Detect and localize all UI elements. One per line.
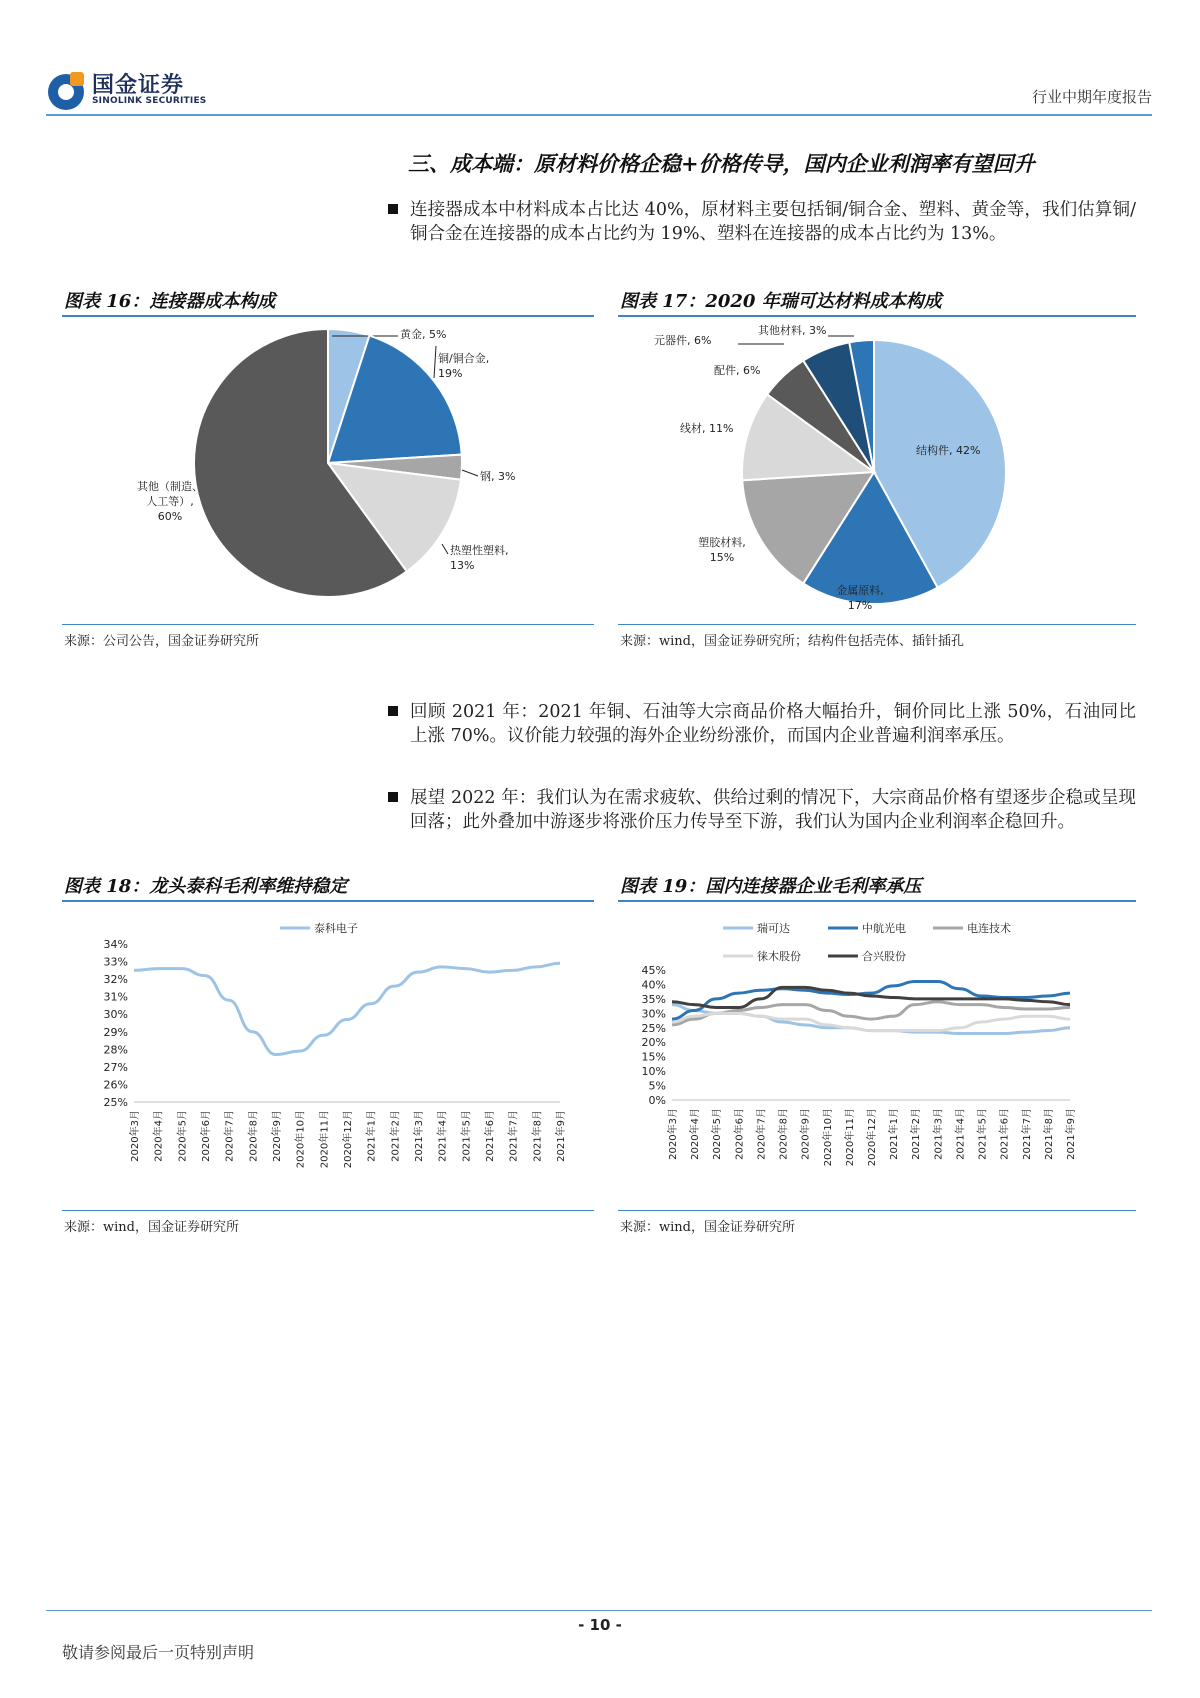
- x-tick-label: 2020年3月: [130, 1110, 141, 1162]
- logo-text-en: SINOLINK SECURITIES: [92, 96, 207, 106]
- x-tick-label: 2021年2月: [911, 1108, 923, 1160]
- y-tick-label: 5%: [648, 1079, 666, 1093]
- x-tick-label: 2021年6月: [485, 1110, 496, 1162]
- x-tick-label: 2020年5月: [712, 1108, 724, 1160]
- y-tick-label: 31%: [103, 990, 128, 1004]
- y-tick-label: 15%: [641, 1050, 666, 1064]
- x-tick-label: 2020年6月: [734, 1108, 746, 1160]
- fig18-source: 来源：wind，国金证券研究所: [64, 1220, 239, 1235]
- slice-label: 15%: [709, 551, 735, 564]
- x-tick-label: 2021年3月: [933, 1108, 945, 1160]
- y-tick-label: 30%: [103, 1008, 128, 1022]
- legend-label: 电连技术: [967, 922, 1011, 935]
- section-title: 三、成本端：原材料价格企稳+价格传导，国内企业利润率有望回升: [408, 151, 1035, 176]
- x-tick-label: 2020年6月: [201, 1110, 212, 1162]
- bullet-marker: [388, 706, 398, 716]
- fig16-pie-chart: [62, 318, 594, 620]
- slice-label: 配件, 6%: [714, 364, 761, 377]
- slice-label: 铜/铜合金,: [438, 352, 490, 365]
- y-tick-label: 25%: [103, 1096, 128, 1109]
- disclaimer-note: 敬请参阅最后一页特别声明: [62, 1643, 255, 1662]
- bullet-text: 连接器成本中材料成本占比达 40%，原材料主要包括铜/铜合金、塑料、黄金等，我们估算铜/铜合金在连接器的成本占比约为 19%、塑料在连接器的成本占比约为 13%。: [410, 200, 1136, 244]
- legend-label: 泰科电子: [314, 922, 358, 935]
- y-tick-label: 32%: [103, 973, 128, 987]
- y-tick-label: 33%: [103, 955, 128, 969]
- x-tick-label: 2021年3月: [414, 1110, 425, 1162]
- footer-divider: [46, 1610, 1152, 1611]
- header-divider: [46, 114, 1152, 116]
- y-tick-label: 45%: [641, 964, 666, 977]
- leader-line: [462, 470, 478, 476]
- bullet-marker: [388, 204, 398, 214]
- fig18-line-chart: [62, 904, 594, 1204]
- x-tick-label: 2020年11月: [844, 1108, 856, 1167]
- slice-label: 人工等）,: [146, 495, 194, 508]
- fig16-title: 图表 16：连接器成本构成: [64, 291, 276, 312]
- fig16-bottom-rule: [62, 624, 594, 625]
- fig19-title: 图表 19：国内连接器企业毛利率承压: [620, 876, 922, 897]
- y-tick-label: 27%: [103, 1060, 128, 1074]
- y-tick-label: 20%: [641, 1036, 666, 1050]
- report-type: 行业中期年度报告: [1031, 88, 1152, 106]
- fig16-source: 来源：公司公告，国金证券研究所: [64, 634, 260, 649]
- logo-text-cn: 国金证券: [92, 73, 185, 98]
- x-tick-label: 2020年8月: [778, 1108, 790, 1160]
- x-tick-label: 2020年7月: [756, 1108, 768, 1160]
- slice-label: 钢, 3%: [480, 470, 516, 483]
- x-tick-label: 2020年5月: [177, 1110, 189, 1162]
- x-tick-label: 2020年11月: [319, 1110, 331, 1169]
- fig17-bottom-rule: [618, 624, 1136, 625]
- slice-label: 其他（制造、: [137, 480, 203, 493]
- legend-label: 瑞可达: [757, 922, 790, 935]
- bullet-paragraph: [410, 198, 1136, 246]
- y-tick-label: 30%: [641, 1007, 666, 1021]
- legend-label: 徕木股份: [757, 950, 801, 963]
- legend-label: 中航光电: [862, 922, 906, 935]
- x-tick-label: 2021年8月: [532, 1110, 544, 1162]
- slice-label: 其他材料, 3%: [758, 324, 827, 337]
- x-tick-label: 2020年3月: [668, 1108, 679, 1160]
- x-tick-label: 2020年7月: [224, 1110, 236, 1162]
- y-tick-label: 28%: [103, 1043, 128, 1057]
- fig18-top-rule: [62, 900, 594, 902]
- slice-label: 线材, 11%: [680, 422, 734, 435]
- slice-label: 黄金, 5%: [400, 328, 447, 341]
- x-tick-label: 2021年7月: [508, 1110, 520, 1162]
- fig18-title: 图表 18：龙头泰科毛利率维持稳定: [64, 876, 348, 897]
- y-tick-label: 35%: [641, 992, 666, 1006]
- y-tick-label: 25%: [641, 1021, 666, 1035]
- fig18-bottom-rule: [62, 1210, 594, 1211]
- x-tick-label: 2020年9月: [800, 1108, 812, 1160]
- x-tick-label: 2020年4月: [153, 1110, 165, 1162]
- series-line: [134, 963, 560, 1054]
- x-tick-label: 2020年10月: [295, 1110, 307, 1169]
- x-tick-label: 2020年8月: [248, 1110, 260, 1162]
- slice-label: 元器件, 6%: [654, 334, 712, 347]
- x-tick-label: 2020年9月: [272, 1110, 283, 1162]
- x-tick-label: 2021年7月: [1021, 1108, 1033, 1160]
- bullet-paragraph: [410, 786, 1136, 834]
- slice-label: 17%: [847, 599, 873, 612]
- y-tick-label: 26%: [103, 1078, 128, 1092]
- x-tick-label: 2020年12月: [343, 1110, 354, 1169]
- slice-label: 热塑性塑料,: [450, 544, 509, 557]
- series-line: [672, 1013, 1070, 1030]
- slice-label: 19%: [438, 367, 463, 380]
- slice-label: 结构件, 42%: [916, 444, 981, 457]
- page-number: - 10 -: [578, 1616, 622, 1634]
- fig19-line-chart: [618, 904, 1136, 1204]
- leader-line: [434, 346, 436, 378]
- fig17-source: 来源：wind，国金证券研究所；结构件包括壳体、插针插孔: [620, 634, 964, 649]
- company-logo: [46, 68, 221, 112]
- logo-icon: [46, 68, 90, 112]
- x-tick-label: 2020年10月: [822, 1108, 834, 1167]
- bullet-marker: [388, 792, 398, 802]
- slice-label: 塑胶材料,: [698, 536, 746, 549]
- x-tick-label: 2021年1月: [366, 1110, 378, 1162]
- slice-label: 金属原料,: [836, 584, 884, 597]
- x-tick-label: 2021年4月: [955, 1108, 967, 1160]
- bullet-text: 展望 2022 年：我们认为在需求疲软、供给过剩的情况下，大宗商品价格有望逐步企稳或呈现回落；此外叠加中游逐步将涨价压力传导至下游，我们认为国内企业利润率企稳回升。: [410, 788, 1136, 832]
- x-tick-label: 2021年6月: [999, 1108, 1011, 1160]
- x-tick-label: 2021年9月: [556, 1110, 567, 1162]
- slice-label: 60%: [157, 510, 183, 523]
- slice-label: 13%: [450, 559, 475, 572]
- fig17-pie-chart: [618, 318, 1136, 620]
- fig19-top-rule: [618, 900, 1136, 902]
- y-tick-label: 0%: [648, 1094, 666, 1107]
- x-tick-label: 2021年9月: [1066, 1108, 1077, 1160]
- x-tick-label: 2021年5月: [461, 1110, 473, 1162]
- y-tick-label: 10%: [641, 1065, 666, 1079]
- x-tick-label: 2021年8月: [1043, 1108, 1055, 1160]
- y-tick-label: 29%: [103, 1025, 128, 1039]
- fig17-top-rule: [618, 315, 1136, 317]
- x-tick-label: 2021年2月: [390, 1110, 402, 1162]
- bullet-text: 回顾 2021 年：2021 年铜、石油等大宗商品价格大幅抬升，铜价同比上涨 50%，石油同比上涨 70%。议价能力较强的海外企业纷纷涨价，而国内企业普遍利润率承压。: [410, 702, 1136, 746]
- y-tick-label: 34%: [103, 938, 128, 951]
- fig19-source: 来源：wind，国金证券研究所: [620, 1220, 795, 1235]
- leader-line: [442, 544, 448, 554]
- bullet-paragraph: [410, 700, 1136, 748]
- y-tick-label: 40%: [641, 978, 666, 992]
- x-tick-label: 2021年1月: [889, 1108, 901, 1160]
- legend-label: 合兴股份: [862, 950, 906, 963]
- fig16-top-rule: [62, 315, 594, 317]
- x-tick-label: 2021年5月: [977, 1108, 989, 1160]
- x-tick-label: 2020年4月: [690, 1108, 702, 1160]
- fig17-title: 图表 17：2020 年瑞可达材料成本构成: [620, 291, 942, 312]
- fig19-bottom-rule: [618, 1210, 1136, 1211]
- x-tick-label: 2020年12月: [867, 1108, 878, 1167]
- x-tick-label: 2021年4月: [437, 1110, 449, 1162]
